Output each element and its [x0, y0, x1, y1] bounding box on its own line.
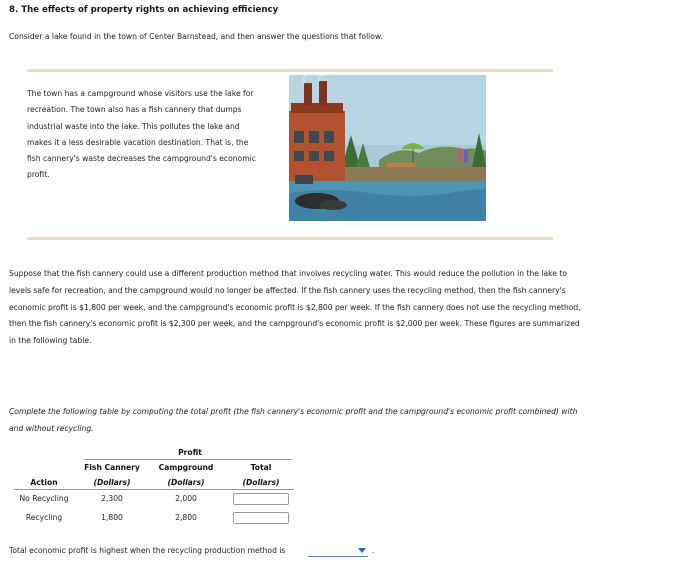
total-profit-input-recycling[interactable] [233, 512, 289, 524]
paragraph-line: economic profit is $1,800 per week, and the campground's economic profit is $2,800 per week. If the fish cannery does not use the recycling method, [9, 302, 581, 312]
cannery-column-header: Fish Cannery [84, 463, 140, 472]
scenario-line: industrial waste into the lake. This pollutes the lake and [27, 121, 240, 131]
campground-profit-value: 2,800 [175, 513, 197, 522]
campground-column-unit: (Dollars) [167, 478, 205, 487]
campground-column-header: Campground [158, 463, 214, 472]
followup-question: Total economic profit is highest when the recycling production method is [9, 546, 286, 555]
cannery-profit-value: 2,300 [101, 494, 123, 503]
row-action-label: No Recycling [19, 494, 69, 503]
paragraph-line: then the fish cannery's economic profit is $2,300 per week, and the campground's economic profit is $2,000 per week. These figures are summarized [9, 319, 580, 329]
cannery-profit-value: 1,800 [101, 513, 123, 522]
scenario-details [9, 266, 639, 350]
question-intro: Consider a lake found in the town of Center Barnstead, and then answer the questions that follow. [9, 32, 383, 41]
top-divider [27, 69, 553, 72]
lake-scene-illustration [289, 75, 486, 221]
table-instructions [9, 404, 649, 437]
question-title: 8. The effects of property rights on achieving efficiency [9, 5, 279, 15]
cannery-column-unit: (Dollars) [93, 478, 131, 487]
paragraph-line: levels safe for recreation, and the campground would no longer be affected. If the fish cannery uses the recycling method, then the fish cannery's [9, 285, 566, 295]
total-profit-input-no-recycling[interactable] [233, 493, 289, 505]
campground-profit-value: 2,000 [175, 494, 197, 503]
total-column-unit: (Dollars) [242, 478, 280, 487]
total-column-header: Total [250, 463, 272, 472]
sentence-period: . [372, 546, 375, 555]
profit-header-line [84, 459, 292, 460]
profit-group-header: Profit [178, 448, 202, 457]
action-column-header: Action [30, 478, 58, 487]
scenario-line: fish cannery's waste decreases the campground's economic [27, 154, 256, 164]
paragraph-line: in the following table. [9, 336, 92, 346]
bottom-divider [27, 237, 553, 240]
scenario-line: recreation. The town also has a fish cannery that dumps [27, 105, 242, 115]
table-header-line [14, 489, 294, 490]
chevron-down-icon [358, 548, 366, 553]
instruction-line: and without recycling. [9, 423, 94, 433]
scenario-line: makes it a less desirable vacation destination. That is, the [27, 137, 249, 147]
scenario-line: profit. [27, 170, 50, 180]
row-action-label: Recycling [25, 513, 63, 522]
paragraph-line: Suppose that the fish cannery could use a different production method that involves recycling water. This would reduce the pollution in the lake to [9, 269, 567, 278]
scenario-line: The town has a campground whose visitors use the lake for [27, 89, 254, 98]
instruction-line: Complete the following table by computing the total profit (the fish cannery's economic profit and the campground's economic profit combined) with [9, 407, 578, 416]
recycling-method-dropdown[interactable] [308, 544, 368, 557]
scenario-text [27, 86, 277, 184]
